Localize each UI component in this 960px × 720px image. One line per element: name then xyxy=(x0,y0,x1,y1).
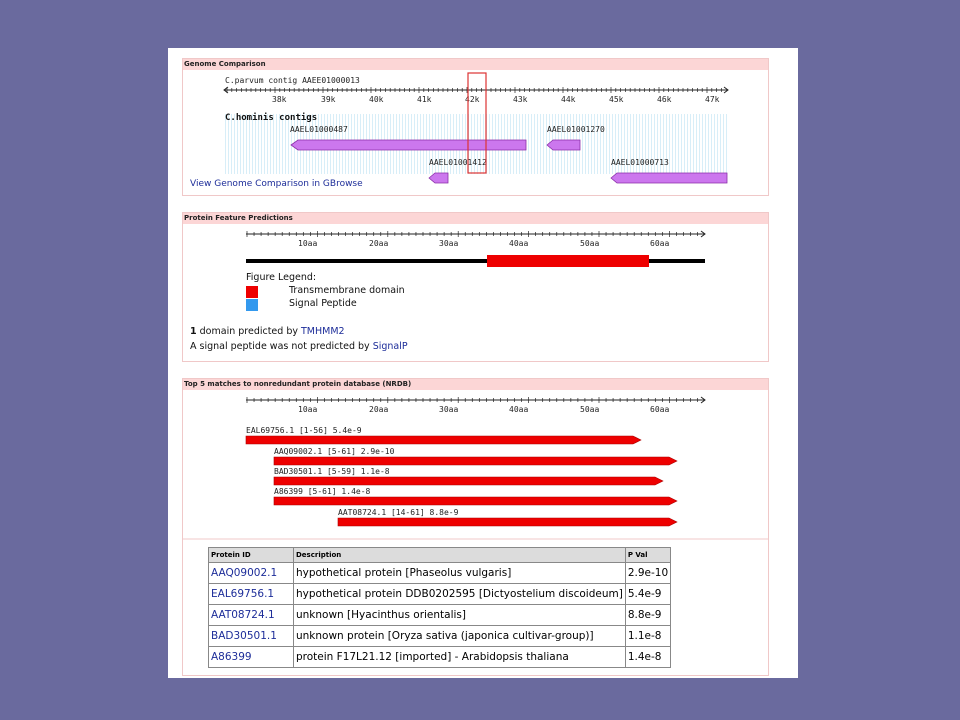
pval-cell: 2.9e-10 xyxy=(625,563,670,584)
table-row xyxy=(209,626,671,647)
ntick-10aa: 10aa xyxy=(298,405,318,414)
view-genome-comparison-link[interactable]: View Genome Comparison in GBrowse xyxy=(190,179,363,189)
col-description: Description xyxy=(294,548,626,563)
protein-id-link[interactable]: AAT08724.1 xyxy=(211,609,275,621)
contig-bar-1270[interactable] xyxy=(547,140,580,150)
pval-cell: 1.1e-8 xyxy=(625,626,670,647)
protein-id-cell[interactable] xyxy=(209,605,294,626)
table-row xyxy=(209,584,671,605)
ntick-40aa: 40aa xyxy=(509,405,529,414)
genome-tick-labels xyxy=(272,95,720,104)
hominis-contigs-label: C.hominis contigs xyxy=(225,113,318,123)
hit-label-a86399: A86399 [5-61] 1.4e-8 xyxy=(274,487,371,496)
nrdb-header: Top 5 matches to nonredundant protein database (NRDB) xyxy=(183,379,768,390)
contig-bar-0487[interactable] xyxy=(291,140,526,150)
ptick-60aa: 60aa xyxy=(650,239,670,248)
ptick-10aa: 10aa xyxy=(298,239,318,248)
legend-tm-label: Transmembrane domain xyxy=(289,285,405,296)
ptick-50aa: 50aa xyxy=(580,239,600,248)
tick-43k: 43k xyxy=(513,95,528,104)
ntick-30aa: 30aa xyxy=(439,405,459,414)
nrdb-graphic xyxy=(183,390,768,540)
genome-comparison-graphic xyxy=(183,70,768,194)
tm-text: domain predicted by xyxy=(196,326,301,337)
table-row xyxy=(209,647,671,668)
browser-page xyxy=(168,48,798,678)
ntick-50aa: 50aa xyxy=(580,405,600,414)
genome-comparison-panel xyxy=(182,58,769,196)
tick-45k: 45k xyxy=(609,95,624,104)
tick-47k: 47k xyxy=(705,95,720,104)
description-cell: hypothetical protein [Phaseolus vulgaris] xyxy=(294,563,626,584)
description-cell: unknown protein [Oryza sativa (japonica cultivar-group)] xyxy=(294,626,626,647)
hit-label-aaq09002: AAQ09002.1 [5-61] 2.9e-10 xyxy=(274,447,395,456)
description-cell: protein F17L21.12 [imported] - Arabidopsis thaliana xyxy=(294,647,626,668)
genome-comparison-header: Genome Comparison xyxy=(183,59,768,70)
pval-cell: 8.8e-9 xyxy=(625,605,670,626)
sp-text: A signal peptide was not predicted by xyxy=(190,341,373,352)
parvum-contig-label: C.parvum contig AAEE01000013 xyxy=(225,76,360,85)
transmembrane-domain-bar[interactable] xyxy=(487,255,649,267)
hit-bar-a86399[interactable] xyxy=(274,497,677,505)
tick-39k: 39k xyxy=(321,95,336,104)
description-cell: unknown [Hyacinthus orientalis] xyxy=(294,605,626,626)
tick-42k: 42k xyxy=(465,95,480,104)
ntick-60aa: 60aa xyxy=(650,405,670,414)
protein-id-link[interactable]: BAD30501.1 xyxy=(211,630,277,642)
tick-44k: 44k xyxy=(561,95,576,104)
protein-id-cell[interactable] xyxy=(209,647,294,668)
tick-46k: 46k xyxy=(657,95,672,104)
tmhmm-summary xyxy=(190,326,345,337)
hit-bar-bad30501[interactable] xyxy=(274,477,663,485)
signalp-link[interactable]: SignalP xyxy=(372,341,408,352)
protein-feature-header: Protein Feature Predictions xyxy=(183,213,768,224)
contig-label-1412: AAEL01001412 xyxy=(429,158,487,167)
table-row xyxy=(209,605,671,626)
protein-id-link[interactable]: AAQ09002.1 xyxy=(211,567,278,579)
legend-sp-label: Signal Peptide xyxy=(289,298,357,309)
hit-bar-aaq09002[interactable] xyxy=(274,457,677,465)
protein-feature-panel xyxy=(182,212,769,362)
protein-id-link[interactable]: EAL69756.1 xyxy=(211,588,275,600)
protein-id-link[interactable]: A86399 xyxy=(211,651,252,663)
hit-label-eal69756: EAL69756.1 [1-56] 5.4e-9 xyxy=(246,426,362,435)
ntick-20aa: 20aa xyxy=(369,405,389,414)
protein-id-cell[interactable] xyxy=(209,584,294,605)
pval-cell: 1.4e-8 xyxy=(625,647,670,668)
col-pval: P Val xyxy=(625,548,670,563)
figure-legend-title: Figure Legend: xyxy=(246,272,317,283)
hit-label-aat08724: AAT08724.1 [14-61] 8.8e-9 xyxy=(338,508,459,517)
nrdb-results-table xyxy=(208,547,671,668)
hit-bar-aat08724[interactable] xyxy=(338,518,677,526)
legend-sp-swatch xyxy=(246,299,258,311)
tick-41k: 41k xyxy=(417,95,432,104)
contig-label-0487: AAEL01000487 xyxy=(290,125,348,134)
protein-id-cell[interactable] xyxy=(209,563,294,584)
tick-40k: 40k xyxy=(369,95,384,104)
table-row xyxy=(209,563,671,584)
tm-count: 1 xyxy=(190,326,197,337)
hit-label-bad30501: BAD30501.1 [5-59] 1.1e-8 xyxy=(274,467,390,476)
ptick-30aa: 30aa xyxy=(439,239,459,248)
protein-id-cell[interactable] xyxy=(209,626,294,647)
contig-bar-1412[interactable] xyxy=(429,173,448,183)
hit-bar-eal69756[interactable] xyxy=(246,436,641,444)
tick-38k: 38k xyxy=(272,95,287,104)
signalp-summary xyxy=(190,341,408,352)
tmhmm2-link[interactable]: TMHMM2 xyxy=(301,326,345,337)
contig-bar-0713[interactable] xyxy=(611,173,727,183)
contig-label-1270: AAEL01001270 xyxy=(547,125,605,134)
col-protein-id: Protein ID xyxy=(209,548,294,563)
description-cell: hypothetical protein DDB0202595 [Dictyostelium discoideum] xyxy=(294,584,626,605)
table-header-row xyxy=(209,548,671,563)
pval-cell: 5.4e-9 xyxy=(625,584,670,605)
legend-tm-swatch xyxy=(246,286,258,298)
ptick-40aa: 40aa xyxy=(509,239,529,248)
ptick-20aa: 20aa xyxy=(369,239,389,248)
contig-label-0713: AAEL01000713 xyxy=(611,158,669,167)
